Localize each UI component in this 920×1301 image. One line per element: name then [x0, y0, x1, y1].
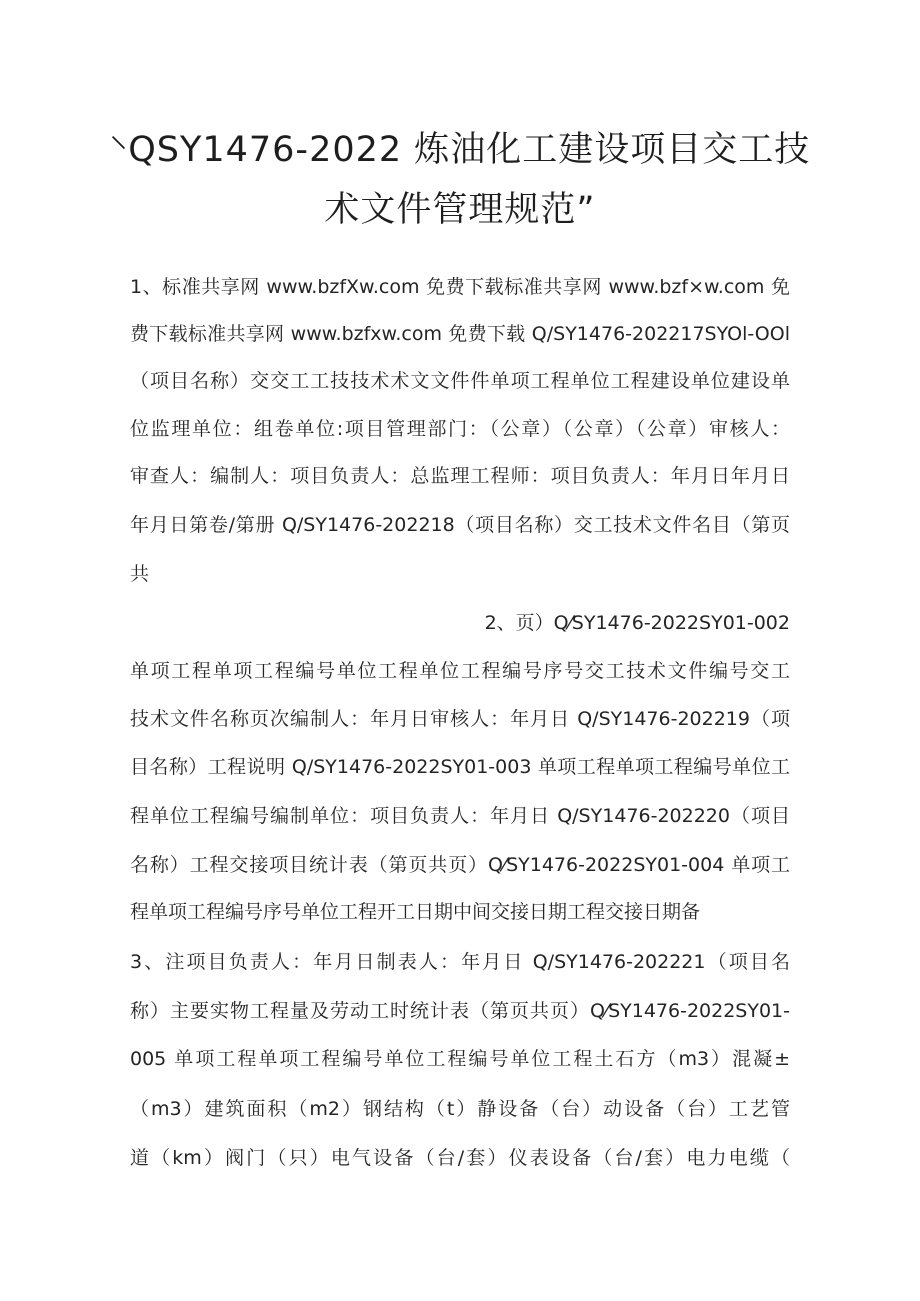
body-line: 2、页）Q⁄SY1476-2022SY01-002 [484, 612, 790, 634]
body-line: （m3）建筑面积（m2）钢结构（t）静设备（台）动设备（台）工艺管 [130, 1098, 790, 1120]
body-line: 名称）工程交接项目统计表（第页共页）Q⁄SY1476-2022SY01-004 单项工 [130, 854, 790, 876]
body-line: 程单位工程编号编制单位：项目负责人：年月日 Q/SY1476-202220（项目 [130, 805, 790, 827]
body-line: 位监理单位：组卷单位:项目管理部门：（公章）（公章）（公章）审核人： [130, 418, 790, 440]
body-line: （项目名称）交交工工技技术术文文件件单项工程单位工程建设单位建设单 [130, 370, 790, 392]
body-line: 目名称）工程说明 Q/SY1476-2022SY01-003 单项工程单项工程编号单位工 [130, 756, 790, 778]
body-line: 单项工程单项工程编号单位工程单位工程编号序号交工技术文件编号交工 [130, 660, 790, 682]
document-title-line-2: 术文件管理规范” [324, 190, 596, 230]
body-line: 共 [130, 563, 150, 585]
body-line: 年月日第卷/第册 Q/SY1476-202218（项目名称）交工技术文件名目（第页 [130, 514, 790, 536]
body-line: 005 单项工程单项工程编号单位工程编号单位工程土石方（m3）混凝± [130, 1048, 790, 1070]
body-line: 3、注项目负责人：年月日制表人：年月日 Q/SY1476-202221（项目名 [130, 951, 790, 973]
body-line: 审查人：编制人：项目负责人：总监理工程师：项目负责人：年月日年月日 [130, 465, 790, 487]
body-line: 道（km）阀门（只）电气设备（台/套）仪表设备（台/套）电力电缆（ [130, 1147, 790, 1169]
body-line: 程单项工程编号序号单位工程开工日期中间交接日期工程交接日期备 [130, 901, 701, 923]
body-line: 称）主要实物工程量及劳动工时统计表（第页共页）Q⁄SY1476-2022SY01- [130, 1000, 790, 1022]
body-line: 技术文件名称页次编制人：年月日审核人：年月日 Q/SY1476-202219（项 [130, 708, 790, 730]
document-title-line-1: ⸌QSY1476-2022 炼油化工建设项目交工技 [109, 130, 811, 170]
body-line: 费下载标准共享网 www.bzfxw.com 免费下载 Q/SY1476-202217SYOl-OOl [130, 323, 790, 345]
body-line: 1、标准共享网 www.bzfXw.com 免费下载标准共享网 www.bzf×w.com 免 [130, 276, 790, 298]
